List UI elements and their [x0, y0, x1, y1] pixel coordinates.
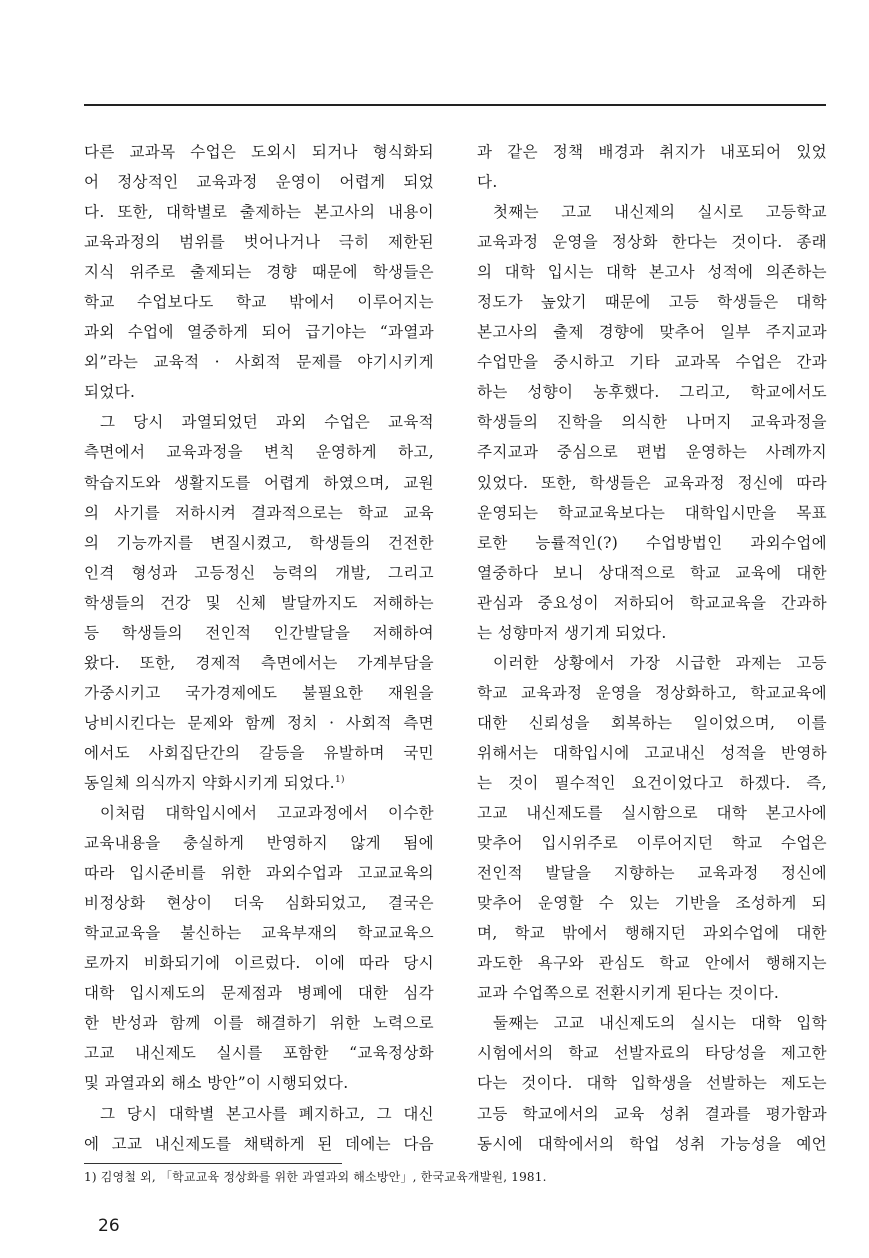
- line-text: 맞추어 입시위주로 이루어지던 학교 수업은: [477, 834, 827, 853]
- text-line: [477, 978, 827, 1008]
- text-line: [84, 437, 434, 467]
- text-line: [84, 588, 434, 618]
- text-line: [84, 1068, 434, 1098]
- text-line: [477, 888, 827, 918]
- text-line: [84, 407, 434, 437]
- text-line: [477, 377, 827, 407]
- line-text: 위해서는 대학입시에 고교내신 성적을 반영하: [477, 743, 827, 762]
- text-line: [477, 347, 827, 377]
- text-line: [84, 377, 434, 407]
- line-text: 인격 형성과 고등정신 능력의 개발, 그리고: [84, 563, 434, 582]
- line-text: 이처럼 대학입시에서 고교과정에서 이수한: [100, 804, 434, 823]
- text-line: [84, 227, 434, 257]
- text-line: [84, 828, 434, 858]
- line-text: 다른 교과목 수업은 도외시 되거나 형식화되: [84, 143, 434, 161]
- text-line: [84, 708, 434, 738]
- text-line: [477, 468, 827, 498]
- line-text: 학교 수업보다도 학교 밖에서 이루어지는: [84, 293, 434, 312]
- text-line: [84, 618, 434, 648]
- line-text: 및 과열과외 해소 방안”이 시행되었다.: [84, 1074, 349, 1093]
- line-text: 따라 입시준비를 위한 과외수업과 고교교육의: [84, 864, 434, 883]
- text-line: [84, 648, 434, 678]
- line-text: 왔다. 또한, 경제적 측면에서는 가계부담을: [84, 653, 434, 672]
- text-line: [477, 618, 827, 648]
- text-line: [84, 1038, 434, 1068]
- line-text: 하는 성향이 농후했다. 그리고, 학교에서도: [477, 383, 827, 402]
- line-text: 측면에서 교육과정을 변칙 운영하게 하고,: [84, 443, 434, 462]
- text-line: [84, 528, 434, 558]
- line-text: 맞추어 운영할 수 있는 기반을 조성하게 되: [477, 894, 827, 913]
- line-text: 로한 능률적인(?) 수업방법인 과외수업에: [477, 533, 827, 552]
- text-line: [477, 768, 827, 798]
- line-text: 고교 내신제도를 실시함으로 대학 본고사에: [477, 804, 827, 823]
- line-text: 교과 수업쪽으로 전환시키게 된다는 것이다.: [477, 984, 780, 1003]
- line-text: 열중하다 보니 상대적으로 학교 교육에 대한: [477, 563, 827, 582]
- line-text: 가중시키고 국가경제에도 불필요한 재원을: [84, 683, 434, 702]
- text-line: [84, 137, 434, 167]
- text-line: [84, 888, 434, 918]
- line-text: 다.: [477, 173, 498, 192]
- text-line: [477, 948, 827, 978]
- line-text: 에서도 사회집단간의 갈등을 유발하며 국민: [84, 743, 434, 762]
- line-text: 본고사의 출제 경향에 맞추어 일부 주지교과: [477, 323, 827, 342]
- text-line: [477, 257, 827, 287]
- text-line: [84, 798, 434, 828]
- text-line: [477, 498, 827, 528]
- text-line: [477, 167, 827, 197]
- text-line: [84, 498, 434, 528]
- line-text: 며, 학교 밖에서 행해지던 과외수업에 대한: [477, 924, 827, 943]
- line-text: 는 성향마저 생기게 되었다.: [477, 623, 667, 642]
- line-text: 둘째는 고교 내신제도의 실시는 대학 입학: [493, 1014, 827, 1033]
- line-text: 한 반성과 함께 이를 해결하기 위한 노력으로: [84, 1014, 434, 1033]
- line-text: 외”라는 교육적 · 사회적 문제를 야기시키게: [84, 353, 434, 372]
- right-column: [477, 137, 827, 1159]
- line-text: 그 당시 대학별 본고사를 폐지하고, 그 대신: [100, 1104, 434, 1123]
- text-line: [477, 858, 827, 888]
- line-text: 에 고교 내신제도를 채택하게 된 데에는 다음: [84, 1134, 434, 1153]
- line-text: 비정상화 현상이 더욱 심화되었고, 결국은: [84, 894, 434, 913]
- line-text: 이러한 상황에서 가장 시급한 과제는 고등: [493, 653, 827, 672]
- text-line: [477, 798, 827, 828]
- text-line: [477, 708, 827, 738]
- text-line: [84, 918, 434, 948]
- line-text: 있었다. 또한, 학생들은 교육과정 정신에 따라: [477, 473, 827, 492]
- text-line: [477, 1129, 827, 1159]
- line-text: 과도한 욕구와 관심도 학교 안에서 행해지는: [477, 954, 827, 973]
- line-text: 의 기능까지를 변질시켰고, 학생들의 건전한: [84, 533, 434, 552]
- text-line: [84, 257, 434, 287]
- text-line: [84, 678, 434, 708]
- line-text: 교육과정 운영을 정상화 한다는 것이다. 종래: [477, 233, 827, 252]
- text-line: [84, 1099, 434, 1129]
- text-line: [84, 858, 434, 888]
- line-text: 고등 학교에서의 교육 성취 결과를 평가함과: [477, 1104, 827, 1123]
- line-text: 정도가 높았기 때문에 고등 학생들은 대학: [477, 293, 827, 312]
- text-line: [477, 407, 827, 437]
- left-column: [84, 137, 434, 1159]
- line-text: 의 대학 입시는 대학 본고사 성적에 의존하는: [477, 263, 827, 282]
- line-text: 되었다.: [84, 383, 136, 402]
- text-line: [477, 678, 827, 708]
- text-line: [477, 437, 827, 467]
- page-number: 26: [98, 1216, 120, 1236]
- line-text: 동시에 대학에서의 학업 성취 가능성을 예언: [477, 1134, 827, 1153]
- text-line: [84, 317, 434, 347]
- text-line: [477, 738, 827, 768]
- text-line: [477, 1008, 827, 1038]
- line-text: 로까지 비화되기에 이르렀다. 이에 따라 당시: [84, 954, 434, 973]
- text-line: [477, 918, 827, 948]
- line-text: 어 정상적인 교육과정 운영이 어렵게 되었: [84, 173, 434, 192]
- text-line: [84, 1129, 434, 1159]
- line-text: 대한 신뢰성을 회복하는 일이었으며, 이를: [477, 713, 827, 732]
- text-line: [477, 287, 827, 317]
- line-text: 고교 내신제도 실시를 포함한 “교육정상화: [84, 1044, 434, 1063]
- line-text: 학교교육을 불신하는 교육부재의 학교교육으: [84, 924, 434, 943]
- header-rule: [84, 104, 826, 106]
- line-text: 그 당시 과열되었던 과외 수업은 교육적: [100, 413, 434, 432]
- line-text: 과 같은 정책 배경과 취지가 내포되어 있었: [477, 143, 827, 161]
- line-text: 지식 위주로 출제되는 경향 때문에 학생들은: [84, 263, 434, 282]
- line-text: 는 것이 필수적인 요건이었다고 하겠다. 즉,: [477, 773, 827, 792]
- text-line: [477, 197, 827, 227]
- line-text: 과외 수업에 열중하게 되어 급기야는 “과열과: [84, 323, 434, 342]
- line-text: 의 사기를 저하시켜 결과적으로는 학교 교육: [84, 503, 434, 522]
- text-line: [84, 167, 434, 197]
- footnote-rule: [84, 1163, 342, 1164]
- text-line: [477, 1068, 827, 1098]
- line-text: 학습지도와 생활지도를 어렵게 하였으며, 교원: [84, 473, 434, 492]
- line-text: 수업만을 중시하고 기타 교과목 수업은 간과: [477, 353, 827, 372]
- line-text: 주지교과 중심으로 편법 운영하는 사례까지: [477, 443, 827, 462]
- text-line: [84, 468, 434, 498]
- text-line: [477, 828, 827, 858]
- text-line: [84, 1008, 434, 1038]
- line-text: 첫째는 고교 내신제의 실시로 고등학교: [493, 203, 827, 222]
- line-text: 학교 교육과정 운영을 정상화하고, 학교교육에: [477, 683, 827, 702]
- line-text: 학생들의 진학을 의식한 나머지 교육과정을: [477, 413, 827, 432]
- text-line: [477, 588, 827, 618]
- text-line: [477, 1038, 827, 1068]
- text-line: [477, 528, 827, 558]
- footnote: 1) 김영철 외, 「학교교육 정상화를 위한 과열과외 해소방안」, 한국교육개발원, 1981.: [84, 1170, 547, 1184]
- footnote-marker: 1): [334, 774, 345, 785]
- line-text: 대학 입시제도의 문제점과 병폐에 대한 심각: [84, 984, 434, 1003]
- text-line: [84, 558, 434, 588]
- line-text: 관심과 중요성이 저하되어 학교교육을 간과하: [477, 593, 827, 612]
- line-text: 낭비시킨다는 문제와 함께 정치 · 사회적 측면: [84, 713, 434, 732]
- text-line: [477, 227, 827, 257]
- text-line: [477, 1099, 827, 1129]
- line-text: 다는 것이다. 대학 입학생을 선발하는 제도는: [477, 1074, 827, 1093]
- line-text: 동일체 의식까지 약화시키게 되었다.: [84, 773, 335, 792]
- line-text: 전인적 발달을 지향하는 교육과정 정신에: [477, 864, 827, 883]
- line-text: 교육과정의 범위를 벗어나거나 극히 제한된: [84, 233, 434, 252]
- line-text: 시험에서의 학교 선발자료의 타당성을 제고한: [477, 1044, 827, 1063]
- text-line: [84, 287, 434, 317]
- text-line: [84, 197, 434, 227]
- line-text: 등 학생들의 전인적 인간발달을 저해하여: [84, 623, 434, 642]
- line-text: 학생들의 건강 및 신체 발달까지도 저해하는: [84, 593, 434, 612]
- text-line: [84, 948, 434, 978]
- text-line: [84, 347, 434, 377]
- text-line: [477, 558, 827, 588]
- line-text: 운영되는 학교교육보다는 대학입시만을 목표: [477, 503, 827, 522]
- text-line: [84, 978, 434, 1008]
- text-line: [477, 137, 827, 167]
- text-line: [84, 768, 434, 798]
- text-line: [477, 317, 827, 347]
- text-line: [84, 738, 434, 768]
- line-text: 다. 또한, 대학별로 출제하는 본고사의 내용이: [84, 203, 434, 222]
- line-text: 교육내용을 충실하게 반영하지 않게 됨에: [84, 834, 434, 853]
- text-line: [477, 648, 827, 678]
